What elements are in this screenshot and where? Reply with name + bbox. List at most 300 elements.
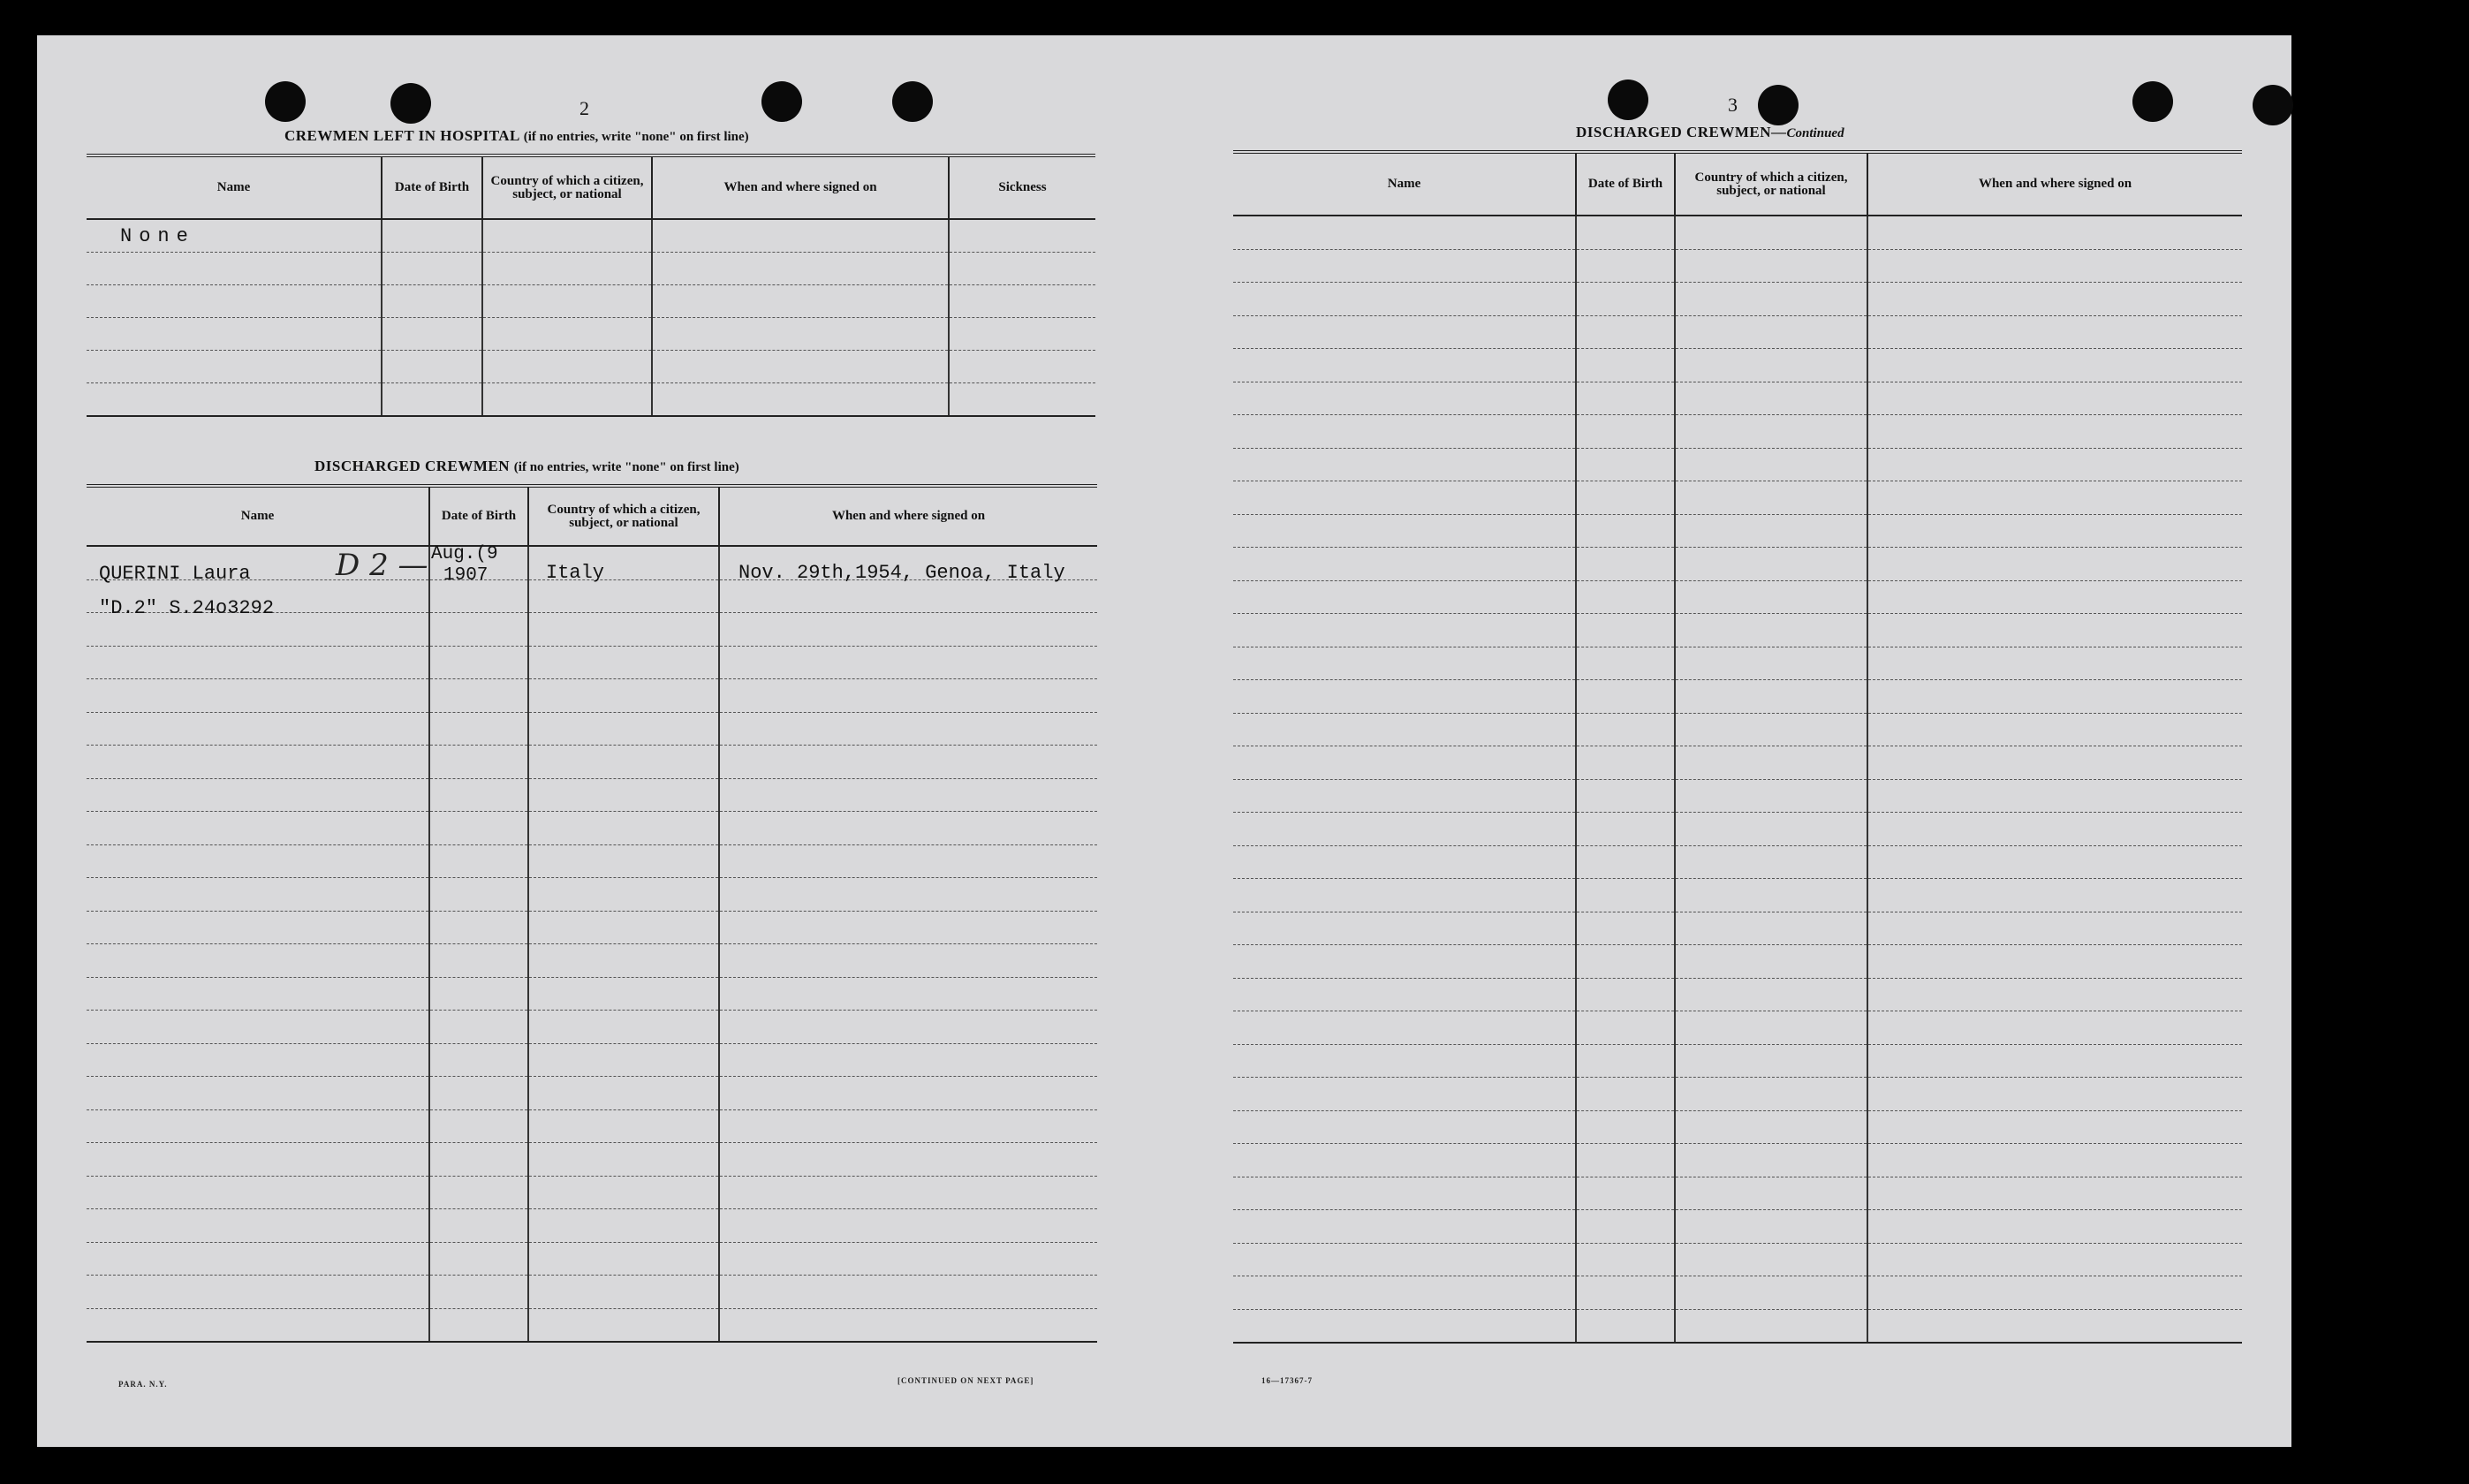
table-row: [1233, 448, 2242, 481]
table-cell: [1675, 779, 1867, 813]
punch-hole: [1608, 80, 1648, 120]
table-cell: [1233, 879, 1576, 912]
table-row: [87, 844, 1097, 878]
table-cell: [1233, 813, 1576, 846]
hospital-title-text: CREWMEN LEFT IN HOSPITAL: [284, 127, 519, 144]
none-entry: None: [87, 219, 382, 253]
table-cell: [528, 1077, 719, 1110]
table-cell: [87, 844, 429, 878]
table-cell: [1233, 481, 1576, 515]
table-cell: [1675, 845, 1867, 879]
table-cell: [1576, 1011, 1675, 1045]
table-cell: [719, 878, 1097, 912]
table-cell: [87, 1143, 429, 1177]
table-cell: [429, 679, 528, 713]
table-row: [87, 911, 1097, 944]
table-cell: [528, 1209, 719, 1243]
discharged-rows: [87, 546, 1097, 1342]
table-cell: [1675, 514, 1867, 548]
table-cell: [1867, 580, 2242, 614]
hospital-section-title: [284, 127, 749, 145]
table-cell: [1233, 1177, 1576, 1210]
table-cell: [719, 679, 1097, 713]
table-cell: [1576, 548, 1675, 581]
table-cell: [1867, 647, 2242, 680]
table-cell: [87, 977, 429, 1011]
table-cell: [528, 1143, 719, 1177]
table-cell: [1675, 813, 1867, 846]
table-row: [1233, 1110, 2242, 1144]
table-cell: [719, 1242, 1097, 1276]
col-header-country: Country of which a citizen, subject, or national: [528, 486, 719, 546]
table-row: [87, 285, 1095, 318]
table-cell: [1675, 912, 1867, 945]
table-cell: [1576, 879, 1675, 912]
table-cell: [87, 746, 429, 779]
table-cell: [87, 1077, 429, 1110]
table-cell: [429, 1242, 528, 1276]
table-row: [1233, 879, 2242, 912]
table-cell: [1675, 1243, 1867, 1276]
table-cell: [87, 878, 429, 912]
table-cell: [429, 1109, 528, 1143]
crewman-note: "D.2" S.24o3292: [99, 597, 275, 619]
table-cell: [1867, 713, 2242, 746]
table-cell: [429, 1043, 528, 1077]
table-cell: [429, 778, 528, 812]
table-cell: [1576, 382, 1675, 415]
table-cell: [1867, 945, 2242, 979]
table-cell: [1233, 548, 1576, 581]
table-cell: [429, 1209, 528, 1243]
table-cell: [1576, 1144, 1675, 1177]
table-cell: [1576, 1110, 1675, 1144]
table-cell: [719, 1109, 1097, 1143]
table-cell: [1867, 912, 2242, 945]
table-cell: [1233, 647, 1576, 680]
table-cell: [719, 1276, 1097, 1309]
table-cell: [1867, 746, 2242, 780]
table-cell: [87, 778, 429, 812]
table-cell: [1576, 283, 1675, 316]
table-cell: [1233, 945, 1576, 979]
table-cell: [528, 778, 719, 812]
table-row: [87, 1242, 1097, 1276]
table-row: [1233, 680, 2242, 714]
table-row: [1233, 813, 2242, 846]
table-cell: [1675, 1309, 1867, 1343]
table-cell: [1576, 680, 1675, 714]
table-cell: [1576, 746, 1675, 780]
table-cell: [1576, 315, 1675, 349]
col-header-signed-on: When and where signed on: [719, 486, 1097, 546]
col-header-dob: Date of Birth: [429, 486, 528, 546]
table-cell: [429, 1276, 528, 1309]
table-cell: [1576, 779, 1675, 813]
table-cell: [1675, 614, 1867, 647]
table-cell: [1867, 514, 2242, 548]
table-cell: [1675, 1110, 1867, 1144]
table-cell: [1576, 448, 1675, 481]
table-cell: [1576, 481, 1675, 515]
table-cell: [719, 812, 1097, 845]
table-cell: [1576, 216, 1675, 249]
table-cell: [1867, 1110, 2242, 1144]
col-header-sickness: Sickness: [949, 155, 1095, 219]
table-cell: [1675, 216, 1867, 249]
table-cell: [528, 1242, 719, 1276]
table-cell: [528, 613, 719, 647]
table-cell: [1675, 382, 1867, 415]
footer-form-number: 16—17367-7: [1261, 1376, 1313, 1385]
table-cell: [1675, 945, 1867, 979]
table-cell: [1233, 713, 1576, 746]
table-cell: [528, 712, 719, 746]
table-row: [1233, 283, 2242, 316]
punch-hole: [892, 81, 933, 122]
punch-hole: [390, 83, 431, 124]
table-cell: [1867, 813, 2242, 846]
table-cell: [1675, 1177, 1867, 1210]
col-header-dob: Date of Birth: [1576, 152, 1675, 216]
table-cell: [429, 878, 528, 912]
table-cell: [719, 579, 1097, 613]
punch-hole: [2253, 85, 2293, 125]
discharged-title-text: DISCHARGED CREWMEN: [314, 458, 511, 474]
table-row: [1233, 1044, 2242, 1078]
footer-printer: PARA. N.Y.: [118, 1380, 168, 1389]
table-cell: [1576, 614, 1675, 647]
table-row: [1233, 713, 2242, 746]
table-cell: [528, 844, 719, 878]
continued-title-text: DISCHARGED CREWMEN—: [1576, 124, 1787, 140]
discharged-section-title: [314, 458, 739, 475]
table-row: [87, 219, 1095, 253]
table-cell: [719, 1077, 1097, 1110]
table-row: [1233, 315, 2242, 349]
table-cell: [1576, 647, 1675, 680]
table-cell: [1233, 746, 1576, 780]
table-cell: [1576, 1078, 1675, 1111]
table-row: [1233, 249, 2242, 283]
table-cell: [528, 579, 719, 613]
col-header-country: Country of which a citizen, subject, or national: [482, 155, 652, 219]
table-cell: [1675, 680, 1867, 714]
table-row: [87, 679, 1097, 713]
punch-hole: [265, 81, 306, 122]
table-cell: [429, 812, 528, 845]
table-cell: [719, 844, 1097, 878]
table-row: [1233, 978, 2242, 1011]
table-cell: [1233, 1243, 1576, 1276]
continued-suffix-text: Continued: [1786, 126, 1844, 140]
table-cell: [1675, 1276, 1867, 1310]
table-cell: [1576, 978, 1675, 1011]
table-cell: [528, 1308, 719, 1342]
table-row: [87, 1143, 1097, 1177]
table-cell: [1675, 978, 1867, 1011]
table-cell: [429, 613, 528, 647]
table-row: [1233, 1011, 2242, 1045]
table-cell: [1867, 382, 2242, 415]
table-cell: [528, 977, 719, 1011]
table-row: [87, 1276, 1097, 1309]
table-row: [87, 646, 1097, 679]
table-cell: [1233, 1309, 1576, 1343]
table-cell: [1233, 349, 1576, 382]
table-cell: [1233, 614, 1576, 647]
table-row: [87, 318, 1095, 351]
table-cell: [87, 1308, 429, 1342]
table-cell: [719, 778, 1097, 812]
table-row: [1233, 514, 2242, 548]
table-row: [87, 1109, 1097, 1143]
table-row: [1233, 548, 2242, 581]
table-cell: [1233, 779, 1576, 813]
table-cell: [87, 1242, 429, 1276]
table-cell: [1233, 845, 1576, 879]
table-row: [87, 1308, 1097, 1342]
table-row: [87, 812, 1097, 845]
table-row: [1233, 647, 2242, 680]
crewman-signed-on: Nov. 29th,1954, Genoa, Italy: [738, 562, 1065, 584]
punch-hole: [761, 81, 802, 122]
table-cell: [719, 746, 1097, 779]
table-cell: [1675, 448, 1867, 481]
table-cell: [528, 878, 719, 912]
table-cell: [719, 911, 1097, 944]
table-cell: [1233, 249, 1576, 283]
table-row: [87, 1209, 1097, 1243]
table-cell: [1675, 1011, 1867, 1045]
table-cell: [1675, 713, 1867, 746]
table-cell: [1576, 514, 1675, 548]
table-cell: [1233, 1144, 1576, 1177]
table-cell: [87, 1276, 429, 1309]
table-cell: [87, 1109, 429, 1143]
table-row: [87, 944, 1097, 978]
table-row: [1233, 580, 2242, 614]
table-cell: [429, 844, 528, 878]
discharged-continued-table: [1233, 150, 2242, 1344]
table-cell: [1675, 415, 1867, 449]
col-header-dob: Date of Birth: [382, 155, 482, 219]
table-cell: [87, 812, 429, 845]
table-cell: [1233, 580, 1576, 614]
punch-hole: [2132, 81, 2173, 122]
table-row: [87, 253, 1095, 285]
table-cell: [1675, 481, 1867, 515]
table-row: [1233, 349, 2242, 382]
table-cell: [1576, 845, 1675, 879]
table-cell: [1675, 580, 1867, 614]
table-cell: [528, 1109, 719, 1143]
table-cell: [429, 1176, 528, 1209]
table-row: [1233, 216, 2242, 249]
table-cell: [429, 1308, 528, 1342]
table-row: [87, 746, 1097, 779]
table-row: [87, 778, 1097, 812]
crewman-dob-line1: Aug.(9: [431, 544, 498, 564]
table-cell: [528, 1176, 719, 1209]
crewman-dob-line2: 1907: [443, 565, 488, 586]
table-cell: [429, 911, 528, 944]
table-cell: [1233, 216, 1576, 249]
table-cell: [1867, 1144, 2242, 1177]
table-cell: [719, 1143, 1097, 1177]
table-cell: [1675, 349, 1867, 382]
table-cell: [1576, 1210, 1675, 1244]
table-cell: [1576, 1276, 1675, 1310]
table-row: [87, 712, 1097, 746]
table-cell: [429, 646, 528, 679]
table-row: [1233, 912, 2242, 945]
table-cell: [1675, 283, 1867, 316]
table-cell: [1233, 1078, 1576, 1111]
table-row: [1233, 945, 2242, 979]
table-cell: [719, 1308, 1097, 1342]
discharged-continued-title: [1576, 124, 1844, 141]
table-cell: [528, 646, 719, 679]
table-cell: [1675, 1210, 1867, 1244]
table-cell: [429, 1077, 528, 1110]
crewman-name: QUERINI Laura: [99, 563, 251, 585]
table-row: [1233, 845, 2242, 879]
table-cell: [1675, 879, 1867, 912]
table-cell: [1233, 1276, 1576, 1310]
table-cell: [1675, 548, 1867, 581]
punch-hole: [1758, 85, 1799, 125]
table-cell: [1576, 813, 1675, 846]
table-cell: [429, 1143, 528, 1177]
table-row: [1233, 779, 2242, 813]
hospital-table: [87, 154, 1095, 417]
table-cell: [1867, 1078, 2242, 1111]
table-cell: [1675, 249, 1867, 283]
table-cell: [1233, 382, 1576, 415]
table-cell: [1233, 912, 1576, 945]
table-cell: [87, 944, 429, 978]
table-cell: [1233, 1210, 1576, 1244]
table-cell: [429, 746, 528, 779]
table-row: [1233, 746, 2242, 780]
table-row: [1233, 1177, 2242, 1210]
table-row: [1233, 481, 2242, 515]
table-cell: [1867, 349, 2242, 382]
table-cell: [1867, 1044, 2242, 1078]
table-row: [87, 383, 1095, 417]
table-cell: [1867, 680, 2242, 714]
table-cell: [1576, 1044, 1675, 1078]
table-cell: [1867, 1011, 2242, 1045]
table-cell: [1867, 1243, 2242, 1276]
table-cell: [1576, 945, 1675, 979]
footer-continued: [CONTINUED ON NEXT PAGE]: [897, 1376, 1034, 1385]
table-row: [87, 1011, 1097, 1044]
table-row: [1233, 415, 2242, 449]
table-cell: [528, 944, 719, 978]
col-header-name: Name: [87, 486, 429, 546]
table-cell: [719, 977, 1097, 1011]
table-cell: [1867, 548, 2242, 581]
table-cell: [1233, 1044, 1576, 1078]
col-header-country: Country of which a citizen, subject, or national: [1675, 152, 1867, 216]
table-cell: [1867, 1276, 2242, 1310]
table-cell: [1867, 845, 2242, 879]
table-cell: [528, 1011, 719, 1044]
table-cell: [719, 1043, 1097, 1077]
table-cell: [528, 1276, 719, 1309]
table-cell: [719, 1011, 1097, 1044]
table-cell: [1576, 713, 1675, 746]
hospital-subtitle-text: (if no entries, write "none" on first line): [523, 130, 749, 144]
table-cell: [1867, 978, 2242, 1011]
table-cell: [1675, 1044, 1867, 1078]
page-number: 3: [1728, 94, 1738, 116]
table-cell: [87, 1043, 429, 1077]
table-cell: [528, 1043, 719, 1077]
table-row: [1233, 1309, 2242, 1343]
document-sheet: [37, 35, 2291, 1447]
table-row: [1233, 1144, 2242, 1177]
table-row: [87, 351, 1095, 383]
crewman-country: Italy: [546, 562, 605, 584]
table-cell: [1576, 912, 1675, 945]
table-cell: [1576, 580, 1675, 614]
table-cell: [528, 812, 719, 845]
table-cell: [1576, 1177, 1675, 1210]
table-cell: [1675, 1078, 1867, 1111]
table-row: [1233, 1078, 2242, 1111]
table-cell: [1233, 448, 1576, 481]
page-number: 2: [579, 97, 589, 119]
table-cell: [87, 1209, 429, 1243]
table-row: [1233, 1243, 2242, 1276]
table-cell: [1867, 1309, 2242, 1343]
table-cell: [1576, 349, 1675, 382]
table-cell: [429, 977, 528, 1011]
table-cell: [1233, 315, 1576, 349]
table-cell: [1576, 249, 1675, 283]
table-cell: [1867, 283, 2242, 316]
table-cell: [719, 944, 1097, 978]
table-cell: [1867, 415, 2242, 449]
table-cell: [1233, 1011, 1576, 1045]
table-cell: [1233, 1110, 1576, 1144]
table-cell: [87, 646, 429, 679]
table-cell: [87, 679, 429, 713]
table-cell: [1867, 614, 2242, 647]
table-row: [1233, 614, 2242, 647]
continued-rows: [1233, 216, 2242, 1343]
table-row: [87, 1043, 1097, 1077]
table-cell: [429, 944, 528, 978]
table-cell: [719, 1209, 1097, 1243]
table-row: [87, 977, 1097, 1011]
table-cell: [1576, 415, 1675, 449]
table-row: [1233, 382, 2242, 415]
table-cell: [719, 613, 1097, 647]
table-cell: [1576, 1243, 1675, 1276]
table-cell: [1867, 249, 2242, 283]
table-row: [1233, 1210, 2242, 1244]
table-cell: [1675, 1144, 1867, 1177]
table-cell: [719, 712, 1097, 746]
table-row: [87, 878, 1097, 912]
table-cell: [429, 1011, 528, 1044]
handwritten-annotation: D 2 —: [336, 548, 428, 583]
table-cell: [1675, 647, 1867, 680]
